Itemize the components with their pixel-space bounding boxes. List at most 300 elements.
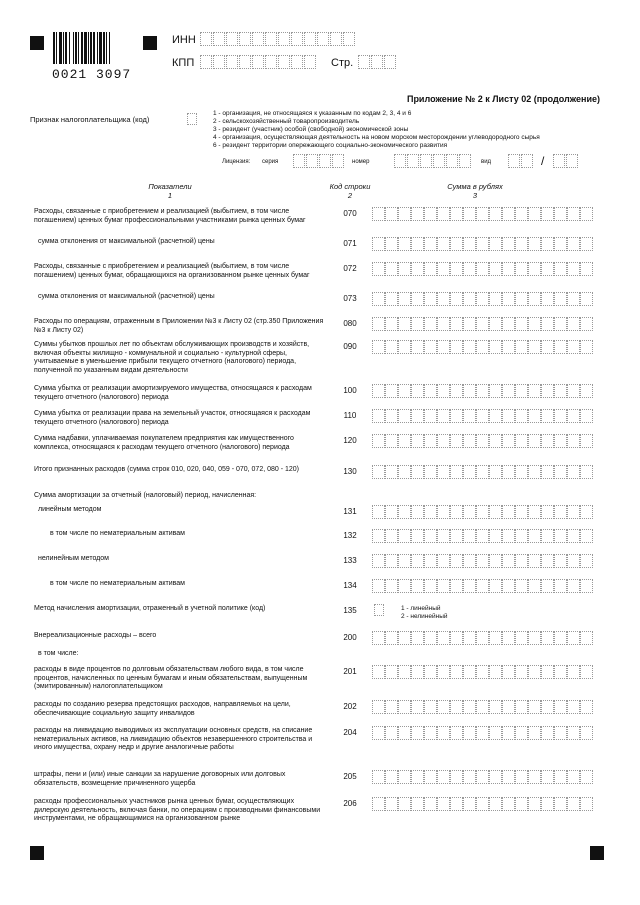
sum-digit-cell[interactable] [450, 434, 463, 448]
row-072-sum-cells[interactable] [372, 262, 593, 276]
sum-digit-cell[interactable] [554, 465, 567, 479]
sum-digit-cell[interactable] [567, 631, 580, 645]
sum-digit-cell[interactable] [528, 317, 541, 331]
sum-digit-cell[interactable] [437, 554, 450, 568]
sum-digit-cell[interactable] [489, 797, 502, 811]
sum-digit-cell[interactable] [476, 505, 489, 519]
sum-digit-cell[interactable] [580, 700, 593, 714]
sum-digit-cell[interactable] [463, 529, 476, 543]
sum-digit-cell[interactable] [515, 665, 528, 679]
sum-digit-cell[interactable] [489, 317, 502, 331]
sum-digit-cell[interactable] [489, 409, 502, 423]
row-134-sum-cells[interactable] [372, 579, 593, 593]
sum-digit-cell[interactable] [476, 207, 489, 221]
sum-digit-cell[interactable] [476, 770, 489, 784]
sum-digit-cell[interactable] [398, 505, 411, 519]
sum-digit-cell[interactable] [515, 434, 528, 448]
inn-digit-cell[interactable] [304, 32, 316, 46]
sum-digit-cell[interactable] [424, 340, 437, 354]
sum-digit-cell[interactable] [502, 434, 515, 448]
row-071-sum-cells[interactable] [372, 237, 593, 251]
sum-digit-cell[interactable] [385, 529, 398, 543]
sum-digit-cell[interactable] [411, 631, 424, 645]
sum-digit-cell[interactable] [580, 465, 593, 479]
sum-digit-cell[interactable] [372, 207, 385, 221]
row-200-sum-cells[interactable] [372, 631, 593, 645]
sum-digit-cell[interactable] [424, 409, 437, 423]
row-131-sum-cells[interactable] [372, 505, 593, 519]
sum-digit-cell[interactable] [567, 237, 580, 251]
sum-digit-cell[interactable] [476, 579, 489, 593]
sum-digit-cell[interactable] [554, 700, 567, 714]
sum-digit-cell[interactable] [580, 292, 593, 306]
sum-digit-cell[interactable] [437, 207, 450, 221]
sum-digit-cell[interactable] [385, 700, 398, 714]
sum-digit-cell[interactable] [437, 665, 450, 679]
sum-digit-cell[interactable] [450, 554, 463, 568]
sum-digit-cell[interactable] [554, 631, 567, 645]
row-080-sum-cells[interactable] [372, 317, 593, 331]
row-205-sum-cells[interactable] [372, 770, 593, 784]
page-digit-cell[interactable] [371, 55, 383, 69]
sum-digit-cell[interactable] [515, 505, 528, 519]
inn-cells[interactable] [200, 32, 356, 46]
sum-digit-cell[interactable] [463, 292, 476, 306]
sum-digit-cell[interactable] [489, 384, 502, 398]
sum-digit-cell[interactable] [476, 317, 489, 331]
sum-digit-cell[interactable] [385, 465, 398, 479]
sum-digit-cell[interactable] [476, 262, 489, 276]
sum-digit-cell[interactable] [463, 665, 476, 679]
sum-digit-cell[interactable] [502, 207, 515, 221]
sum-digit-cell[interactable] [567, 409, 580, 423]
sum-digit-cell[interactable] [541, 340, 554, 354]
license-type-cell[interactable] [553, 154, 565, 168]
sum-digit-cell[interactable] [437, 726, 450, 740]
sum-digit-cell[interactable] [541, 317, 554, 331]
sum-digit-cell[interactable] [411, 529, 424, 543]
sum-digit-cell[interactable] [528, 465, 541, 479]
sum-digit-cell[interactable] [372, 317, 385, 331]
sum-digit-cell[interactable] [398, 797, 411, 811]
sum-digit-cell[interactable] [398, 554, 411, 568]
sum-digit-cell[interactable] [528, 434, 541, 448]
sum-digit-cell[interactable] [567, 726, 580, 740]
row-201-sum-cells[interactable] [372, 665, 593, 679]
sum-digit-cell[interactable] [424, 465, 437, 479]
sum-digit-cell[interactable] [541, 207, 554, 221]
sum-digit-cell[interactable] [450, 207, 463, 221]
sum-digit-cell[interactable] [567, 665, 580, 679]
sum-digit-cell[interactable] [502, 726, 515, 740]
license-series-cell[interactable] [293, 154, 305, 168]
sum-digit-cell[interactable] [554, 505, 567, 519]
sum-digit-cell[interactable] [437, 505, 450, 519]
sum-digit-cell[interactable] [437, 631, 450, 645]
sum-digit-cell[interactable] [424, 529, 437, 543]
sum-digit-cell[interactable] [463, 409, 476, 423]
sum-digit-cell[interactable] [489, 434, 502, 448]
sum-digit-cell[interactable] [580, 726, 593, 740]
row-100-sum-cells[interactable] [372, 384, 593, 398]
row-070-sum-cells[interactable] [372, 207, 593, 221]
sum-digit-cell[interactable] [515, 529, 528, 543]
sum-digit-cell[interactable] [372, 409, 385, 423]
sum-digit-cell[interactable] [580, 665, 593, 679]
sum-digit-cell[interactable] [554, 384, 567, 398]
sum-digit-cell[interactable] [541, 665, 554, 679]
sum-digit-cell[interactable] [372, 292, 385, 306]
sum-digit-cell[interactable] [554, 262, 567, 276]
sum-digit-cell[interactable] [554, 579, 567, 593]
sum-digit-cell[interactable] [385, 262, 398, 276]
inn-digit-cell[interactable] [278, 32, 290, 46]
sum-digit-cell[interactable] [424, 631, 437, 645]
sum-digit-cell[interactable] [580, 317, 593, 331]
sum-digit-cell[interactable] [541, 529, 554, 543]
sum-digit-cell[interactable] [489, 529, 502, 543]
sum-digit-cell[interactable] [450, 726, 463, 740]
sum-digit-cell[interactable] [372, 554, 385, 568]
kpp-digit-cell[interactable] [226, 55, 238, 69]
inn-digit-cell[interactable] [343, 32, 355, 46]
sum-digit-cell[interactable] [437, 700, 450, 714]
sum-digit-cell[interactable] [541, 434, 554, 448]
sum-digit-cell[interactable] [476, 384, 489, 398]
sum-digit-cell[interactable] [450, 665, 463, 679]
page-digit-cell[interactable] [384, 55, 396, 69]
sum-digit-cell[interactable] [502, 409, 515, 423]
row-120-sum-cells[interactable] [372, 434, 593, 448]
license-series-cell[interactable] [319, 154, 331, 168]
sum-digit-cell[interactable] [567, 434, 580, 448]
sum-digit-cell[interactable] [528, 554, 541, 568]
sum-digit-cell[interactable] [411, 292, 424, 306]
sum-digit-cell[interactable] [372, 505, 385, 519]
kpp-digit-cell[interactable] [213, 55, 225, 69]
sum-digit-cell[interactable] [567, 700, 580, 714]
sum-digit-cell[interactable] [385, 631, 398, 645]
sum-digit-cell[interactable] [372, 340, 385, 354]
sum-digit-cell[interactable] [528, 579, 541, 593]
license-number-cells[interactable] [394, 154, 472, 168]
sum-digit-cell[interactable] [463, 797, 476, 811]
row-073-sum-cells[interactable] [372, 292, 593, 306]
sum-digit-cell[interactable] [515, 770, 528, 784]
sum-digit-cell[interactable] [515, 292, 528, 306]
license-number-cell[interactable] [446, 154, 458, 168]
sum-digit-cell[interactable] [541, 237, 554, 251]
sum-digit-cell[interactable] [580, 237, 593, 251]
sum-digit-cell[interactable] [411, 700, 424, 714]
sum-digit-cell[interactable] [541, 554, 554, 568]
amortization-method-box[interactable] [374, 604, 384, 616]
sum-digit-cell[interactable] [476, 292, 489, 306]
sum-digit-cell[interactable] [515, 340, 528, 354]
sum-digit-cell[interactable] [515, 465, 528, 479]
sum-digit-cell[interactable] [450, 465, 463, 479]
sum-digit-cell[interactable] [398, 207, 411, 221]
row-132-sum-cells[interactable] [372, 529, 593, 543]
sum-digit-cell[interactable] [528, 262, 541, 276]
sum-digit-cell[interactable] [528, 237, 541, 251]
sum-digit-cell[interactable] [554, 665, 567, 679]
sum-digit-cell[interactable] [463, 726, 476, 740]
inn-digit-cell[interactable] [330, 32, 342, 46]
row-130-sum-cells[interactable] [372, 465, 593, 479]
sum-digit-cell[interactable] [450, 237, 463, 251]
sum-digit-cell[interactable] [528, 340, 541, 354]
sum-digit-cell[interactable] [463, 262, 476, 276]
kpp-digit-cell[interactable] [304, 55, 316, 69]
inn-digit-cell[interactable] [213, 32, 225, 46]
sum-digit-cell[interactable] [385, 237, 398, 251]
sum-digit-cell[interactable] [528, 631, 541, 645]
sum-digit-cell[interactable] [580, 529, 593, 543]
inn-digit-cell[interactable] [317, 32, 329, 46]
sum-digit-cell[interactable] [411, 317, 424, 331]
sum-digit-cell[interactable] [450, 292, 463, 306]
sum-digit-cell[interactable] [554, 317, 567, 331]
sum-digit-cell[interactable] [528, 797, 541, 811]
sum-digit-cell[interactable] [528, 665, 541, 679]
sum-digit-cell[interactable] [580, 207, 593, 221]
sum-digit-cell[interactable] [463, 207, 476, 221]
sum-digit-cell[interactable] [502, 384, 515, 398]
sum-digit-cell[interactable] [463, 384, 476, 398]
sum-digit-cell[interactable] [437, 797, 450, 811]
sum-digit-cell[interactable] [502, 665, 515, 679]
sum-digit-cell[interactable] [450, 384, 463, 398]
sum-digit-cell[interactable] [424, 579, 437, 593]
sum-digit-cell[interactable] [567, 317, 580, 331]
sum-digit-cell[interactable] [385, 384, 398, 398]
sum-digit-cell[interactable] [489, 207, 502, 221]
sum-digit-cell[interactable] [541, 579, 554, 593]
sum-digit-cell[interactable] [541, 292, 554, 306]
sum-digit-cell[interactable] [554, 797, 567, 811]
sum-digit-cell[interactable] [489, 292, 502, 306]
sum-digit-cell[interactable] [476, 529, 489, 543]
sum-digit-cell[interactable] [463, 237, 476, 251]
sum-digit-cell[interactable] [463, 340, 476, 354]
sum-digit-cell[interactable] [385, 665, 398, 679]
sum-digit-cell[interactable] [450, 317, 463, 331]
sum-digit-cell[interactable] [476, 631, 489, 645]
sum-digit-cell[interactable] [489, 631, 502, 645]
sum-digit-cell[interactable] [398, 340, 411, 354]
inn-digit-cell[interactable] [252, 32, 264, 46]
sum-digit-cell[interactable] [450, 700, 463, 714]
sum-digit-cell[interactable] [502, 340, 515, 354]
sum-digit-cell[interactable] [398, 700, 411, 714]
sum-digit-cell[interactable] [450, 529, 463, 543]
sum-digit-cell[interactable] [411, 384, 424, 398]
sum-digit-cell[interactable] [541, 631, 554, 645]
sum-digit-cell[interactable] [385, 505, 398, 519]
sum-digit-cell[interactable] [385, 317, 398, 331]
sum-digit-cell[interactable] [411, 770, 424, 784]
sum-digit-cell[interactable] [476, 665, 489, 679]
sum-digit-cell[interactable] [424, 726, 437, 740]
sum-digit-cell[interactable] [502, 631, 515, 645]
sum-digit-cell[interactable] [463, 317, 476, 331]
kpp-digit-cell[interactable] [239, 55, 251, 69]
sum-digit-cell[interactable] [580, 631, 593, 645]
kpp-digit-cell[interactable] [278, 55, 290, 69]
sum-digit-cell[interactable] [450, 505, 463, 519]
sum-digit-cell[interactable] [528, 529, 541, 543]
sum-digit-cell[interactable] [385, 579, 398, 593]
sum-digit-cell[interactable] [398, 770, 411, 784]
sum-digit-cell[interactable] [554, 237, 567, 251]
sum-digit-cell[interactable] [567, 529, 580, 543]
row-206-sum-cells[interactable] [372, 797, 593, 811]
sum-digit-cell[interactable] [554, 292, 567, 306]
sum-digit-cell[interactable] [502, 579, 515, 593]
sum-digit-cell[interactable] [372, 631, 385, 645]
sum-digit-cell[interactable] [424, 434, 437, 448]
sum-digit-cell[interactable] [567, 262, 580, 276]
sum-digit-cell[interactable] [528, 292, 541, 306]
sum-digit-cell[interactable] [372, 579, 385, 593]
sum-digit-cell[interactable] [398, 465, 411, 479]
row-204-sum-cells[interactable] [372, 726, 593, 740]
sum-digit-cell[interactable] [567, 770, 580, 784]
sum-digit-cell[interactable] [502, 505, 515, 519]
sum-digit-cell[interactable] [567, 797, 580, 811]
sum-digit-cell[interactable] [450, 409, 463, 423]
sum-digit-cell[interactable] [372, 384, 385, 398]
sum-digit-cell[interactable] [502, 237, 515, 251]
sum-digit-cell[interactable] [424, 384, 437, 398]
sum-digit-cell[interactable] [411, 340, 424, 354]
sum-digit-cell[interactable] [515, 262, 528, 276]
sum-digit-cell[interactable] [528, 770, 541, 784]
sum-digit-cell[interactable] [411, 554, 424, 568]
sum-digit-cell[interactable] [398, 579, 411, 593]
sum-digit-cell[interactable] [502, 797, 515, 811]
sum-digit-cell[interactable] [437, 237, 450, 251]
sum-digit-cell[interactable] [476, 554, 489, 568]
sum-digit-cell[interactable] [476, 700, 489, 714]
sum-digit-cell[interactable] [411, 726, 424, 740]
sum-digit-cell[interactable] [567, 579, 580, 593]
sum-digit-cell[interactable] [424, 797, 437, 811]
license-number-cell[interactable] [394, 154, 406, 168]
sum-digit-cell[interactable] [450, 262, 463, 276]
inn-digit-cell[interactable] [265, 32, 277, 46]
sum-digit-cell[interactable] [385, 554, 398, 568]
sum-digit-cell[interactable] [502, 317, 515, 331]
sum-digit-cell[interactable] [463, 579, 476, 593]
sum-digit-cell[interactable] [476, 340, 489, 354]
sum-digit-cell[interactable] [528, 726, 541, 740]
sum-digit-cell[interactable] [411, 237, 424, 251]
sum-digit-cell[interactable] [424, 700, 437, 714]
sum-digit-cell[interactable] [411, 579, 424, 593]
sum-digit-cell[interactable] [411, 797, 424, 811]
license-number-cell[interactable] [433, 154, 445, 168]
sum-digit-cell[interactable] [437, 262, 450, 276]
sum-digit-cell[interactable] [489, 237, 502, 251]
license-series-cells[interactable] [293, 154, 345, 168]
sum-digit-cell[interactable] [541, 700, 554, 714]
sum-digit-cell[interactable] [554, 529, 567, 543]
sum-digit-cell[interactable] [424, 665, 437, 679]
sum-digit-cell[interactable] [450, 770, 463, 784]
sum-digit-cell[interactable] [385, 409, 398, 423]
sum-digit-cell[interactable] [372, 726, 385, 740]
sum-digit-cell[interactable] [541, 770, 554, 784]
sum-digit-cell[interactable] [424, 317, 437, 331]
sum-digit-cell[interactable] [450, 579, 463, 593]
row-110-sum-cells[interactable] [372, 409, 593, 423]
sum-digit-cell[interactable] [398, 434, 411, 448]
sum-digit-cell[interactable] [554, 770, 567, 784]
sum-digit-cell[interactable] [515, 700, 528, 714]
inn-digit-cell[interactable] [200, 32, 212, 46]
sum-digit-cell[interactable] [398, 409, 411, 423]
license-number-cell[interactable] [459, 154, 471, 168]
sum-digit-cell[interactable] [567, 465, 580, 479]
sum-digit-cell[interactable] [502, 770, 515, 784]
license-series-cell[interactable] [332, 154, 344, 168]
sum-digit-cell[interactable] [372, 770, 385, 784]
sum-digit-cell[interactable] [541, 505, 554, 519]
sum-digit-cell[interactable] [515, 384, 528, 398]
sum-digit-cell[interactable] [372, 797, 385, 811]
sum-digit-cell[interactable] [489, 505, 502, 519]
sum-digit-cell[interactable] [463, 631, 476, 645]
page-digit-cell[interactable] [358, 55, 370, 69]
sum-digit-cell[interactable] [502, 262, 515, 276]
sum-digit-cell[interactable] [398, 631, 411, 645]
sum-digit-cell[interactable] [463, 434, 476, 448]
sum-digit-cell[interactable] [567, 292, 580, 306]
sum-digit-cell[interactable] [411, 505, 424, 519]
sum-digit-cell[interactable] [580, 384, 593, 398]
sum-digit-cell[interactable] [502, 465, 515, 479]
sum-digit-cell[interactable] [437, 770, 450, 784]
sum-digit-cell[interactable] [541, 797, 554, 811]
sum-digit-cell[interactable] [502, 700, 515, 714]
sum-digit-cell[interactable] [437, 434, 450, 448]
sum-digit-cell[interactable] [411, 465, 424, 479]
sum-digit-cell[interactable] [515, 317, 528, 331]
sum-digit-cell[interactable] [398, 529, 411, 543]
sum-digit-cell[interactable] [385, 207, 398, 221]
sum-digit-cell[interactable] [554, 207, 567, 221]
sum-digit-cell[interactable] [411, 207, 424, 221]
sum-digit-cell[interactable] [463, 700, 476, 714]
sum-digit-cell[interactable] [424, 554, 437, 568]
page-cells[interactable] [358, 55, 397, 69]
sum-digit-cell[interactable] [489, 340, 502, 354]
sum-digit-cell[interactable] [424, 207, 437, 221]
sum-digit-cell[interactable] [489, 262, 502, 276]
sum-digit-cell[interactable] [541, 384, 554, 398]
sum-digit-cell[interactable] [515, 207, 528, 221]
sum-digit-cell[interactable] [580, 434, 593, 448]
sum-digit-cell[interactable] [489, 770, 502, 784]
sum-digit-cell[interactable] [372, 700, 385, 714]
license-type-cell[interactable] [521, 154, 533, 168]
sum-digit-cell[interactable] [398, 237, 411, 251]
sum-digit-cell[interactable] [372, 434, 385, 448]
taxpayer-sign-box[interactable] [187, 113, 197, 125]
sum-digit-cell[interactable] [580, 554, 593, 568]
